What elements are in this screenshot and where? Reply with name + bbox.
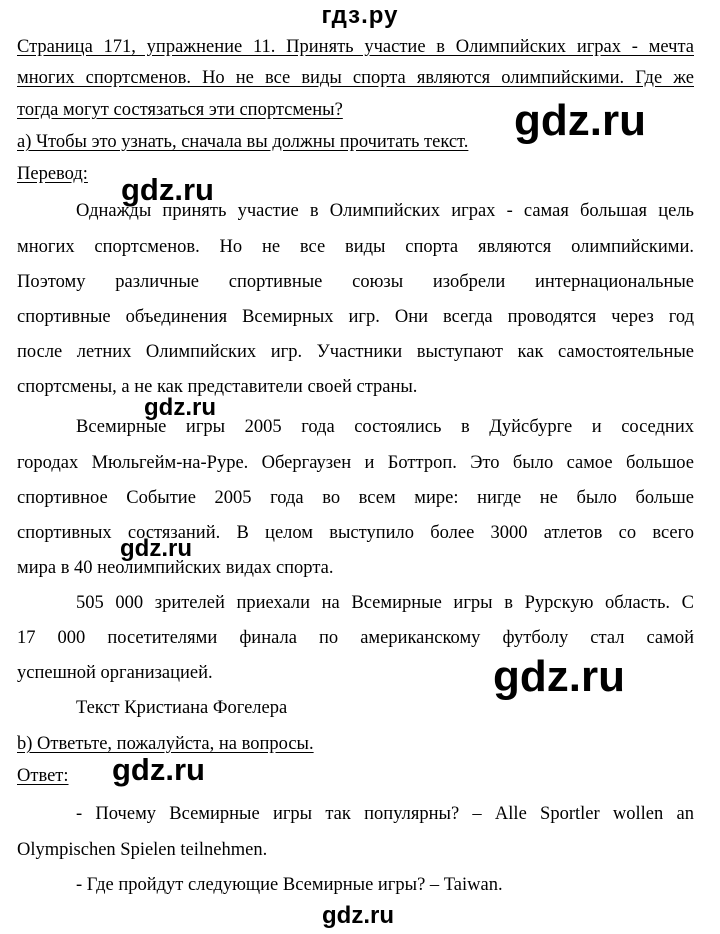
task-line-3: тогда могут состязаться эти спортсмены?	[17, 100, 343, 120]
task-part-a: а) Чтобы это узнать, сначала вы должны прочитать текст.	[17, 132, 469, 152]
task-line-1: Страница 171, упражнение 11. Принять участие в Олимпийских играх - мечта	[17, 37, 694, 57]
paragraph-line: Всемирные игры 2005 года состоялись в Дуйсбурге и соседних	[76, 417, 694, 437]
paragraph-line: Поэтому различные спортивные союзы изобрели интернациональные	[17, 272, 694, 292]
paragraph-line: Однажды принять участие в Олимпийских играх - самая большая цель	[76, 201, 694, 221]
watermark: gdz.ru	[514, 96, 646, 145]
paragraph-line: спортивные объединения Всемирных игр. Они всегда проводятся через год	[17, 307, 694, 327]
answer-line: - Где пройдут следующие Всемирные игры? – Taiwan.	[76, 875, 503, 895]
text-author: Текст Кристиана Фогелера	[76, 698, 288, 718]
answer-line: Olympischen Spielen teilnehmen.	[17, 840, 268, 860]
answer-label: Ответ:	[17, 766, 69, 786]
paragraph-line: спортивное Событие 2005 года во всем мире: нигде не было больше	[17, 488, 694, 508]
paragraph-line: успешной организацией.	[17, 663, 213, 683]
task-line-2: многих спортсменов. Но не все виды спорта являются олимпийскими. Где же	[17, 68, 694, 88]
watermark: gdz.ru	[120, 535, 192, 562]
answer-line: - Почему Всемирные игры так популярны? – Alle Sportler wollen an	[76, 804, 694, 824]
paragraph-line: 505 000 зрителей приехали на Всемирные игры в Рурскую область. С	[76, 593, 694, 613]
watermark: gdz.ru	[112, 752, 205, 787]
paragraph-line: 17 000 посетителями финала по американскому футболу стал самой	[17, 628, 694, 648]
paragraph-line: после летних Олимпийских игр. Участники выступают как самостоятельные	[17, 342, 694, 362]
watermark: gdz.ru	[144, 394, 216, 421]
task-part-b: b) Ответьте, пожалуйста, на вопросы.	[17, 734, 314, 754]
paragraph-line: многих спортсменов. Но не все виды спорта являются олимпийскими.	[17, 237, 694, 257]
watermark: gdz.ru	[121, 172, 214, 207]
paragraph-line: городах Мюльгейм-на-Руре. Обергаузен и Боттроп. Это было самое большое	[17, 453, 694, 473]
watermark: gdz.ru	[493, 652, 625, 701]
paragraph-line: мира в 40 неолимпийских видах спорта.	[17, 558, 334, 578]
paragraph-line: спортивных состязаний. В целом выступило более 3000 атлетов со всего	[17, 523, 694, 543]
paragraph-line: спортсмены, а не как представители своей страны.	[17, 377, 418, 397]
translation-label: Перевод:	[17, 164, 88, 184]
site-title: гдз.ру	[321, 2, 399, 29]
watermark: gdz.ru	[322, 902, 394, 929]
